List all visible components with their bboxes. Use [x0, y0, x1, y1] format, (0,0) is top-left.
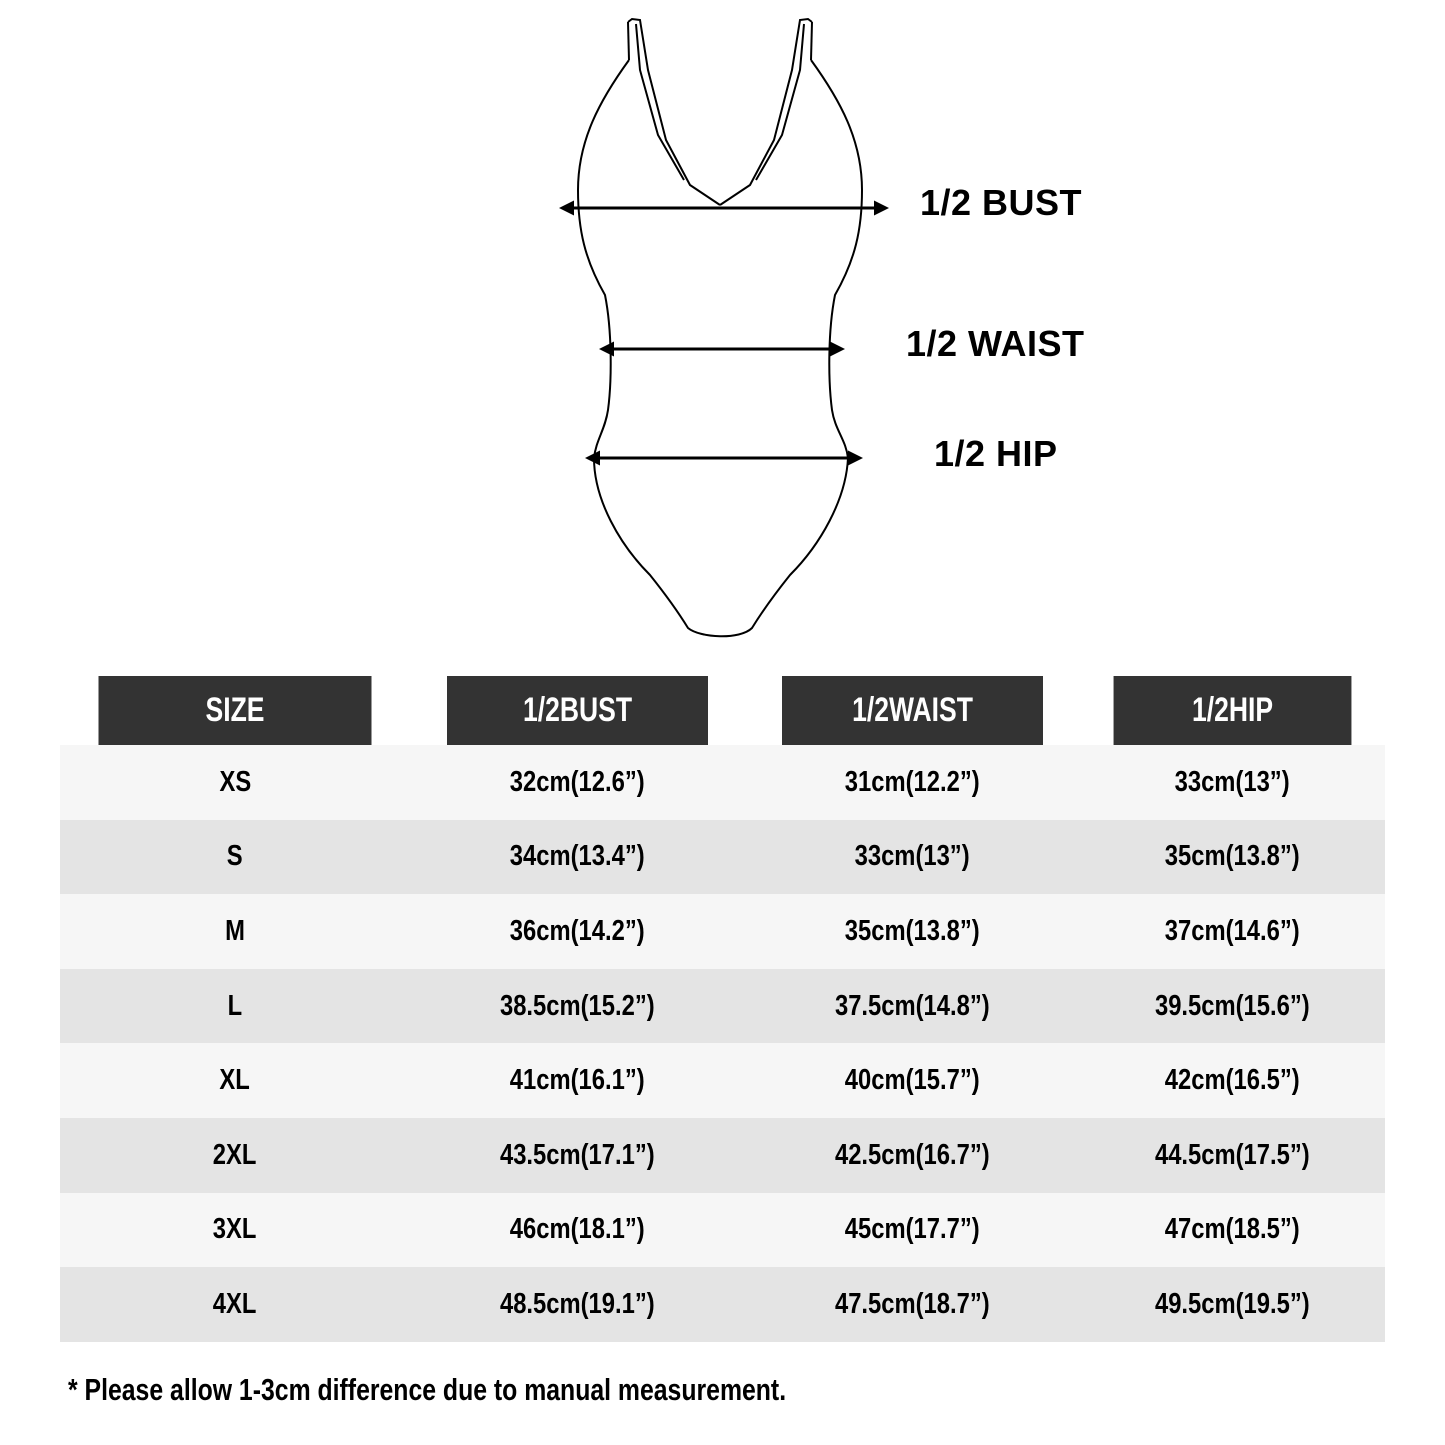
waist-cell: 33cm(13”): [745, 820, 1080, 895]
hip-cell: 35cm(13.8”): [1080, 820, 1385, 895]
waist-cell: 40cm(15.7”): [745, 1043, 1080, 1118]
bust-label: 1/2 BUST: [920, 182, 1083, 223]
bust-cell: 46cm(18.1”): [410, 1193, 745, 1268]
size-cell: S: [60, 820, 410, 895]
hip-cell: 37cm(14.6”): [1080, 894, 1385, 969]
waist-cell: 45cm(17.7”): [745, 1193, 1080, 1268]
size-cell: 3XL: [60, 1193, 410, 1268]
bust-cell: 34cm(13.4”): [410, 820, 745, 895]
bust-cell: 38.5cm(15.2”): [410, 969, 745, 1044]
hip-cell: 42cm(16.5”): [1080, 1043, 1385, 1118]
waist-cell: 42.5cm(16.7”): [745, 1118, 1080, 1193]
header-hip: 1/2HIP: [1114, 676, 1352, 745]
waist-cell: 47.5cm(18.7”): [745, 1267, 1080, 1342]
table-header-row: [60, 676, 1385, 745]
waist-cell: 35cm(13.8”): [745, 894, 1080, 969]
swimsuit-diagram: [0, 0, 1445, 660]
hip-cell: 49.5cm(19.5”): [1080, 1267, 1385, 1342]
hip-cell: 47cm(18.5”): [1080, 1193, 1385, 1268]
table-row: [60, 1043, 1385, 1118]
size-cell: 4XL: [60, 1267, 410, 1342]
header-waist: 1/2WAIST: [782, 676, 1043, 745]
bust-cell: 48.5cm(19.1”): [410, 1267, 745, 1342]
table-row: [60, 1267, 1385, 1342]
hip-cell: 39.5cm(15.6”): [1080, 969, 1385, 1044]
size-chart-table: [60, 676, 1385, 1342]
header-size: SIZE: [99, 676, 372, 745]
size-cell: M: [60, 894, 410, 969]
bust-cell: 36cm(14.2”): [410, 894, 745, 969]
table-row: [60, 820, 1385, 895]
bust-cell: 32cm(12.6”): [410, 745, 745, 820]
bust-cell: 41cm(16.1”): [410, 1043, 745, 1118]
strap-outline: [628, 19, 812, 205]
table-row: [60, 745, 1385, 820]
size-cell: L: [60, 969, 410, 1044]
table-row: [60, 1118, 1385, 1193]
measurement-footnote: * Please allow 1-3cm difference due to manual measurement.: [68, 1372, 787, 1407]
table-row: [60, 969, 1385, 1044]
hip-label: 1/2 HIP: [934, 433, 1058, 474]
hip-cell: 44.5cm(17.5”): [1080, 1118, 1385, 1193]
table-row: [60, 894, 1385, 969]
waist-cell: 31cm(12.2”): [745, 745, 1080, 820]
hip-cell: 33cm(13”): [1080, 745, 1385, 820]
waist-cell: 37.5cm(14.8”): [745, 969, 1080, 1044]
size-cell: XS: [60, 745, 410, 820]
table-row: [60, 1193, 1385, 1268]
bust-cell: 43.5cm(17.1”): [410, 1118, 745, 1193]
waist-label: 1/2 WAIST: [906, 323, 1085, 364]
size-cell: 2XL: [60, 1118, 410, 1193]
size-cell: XL: [60, 1043, 410, 1118]
header-bust: 1/2BUST: [447, 676, 708, 745]
